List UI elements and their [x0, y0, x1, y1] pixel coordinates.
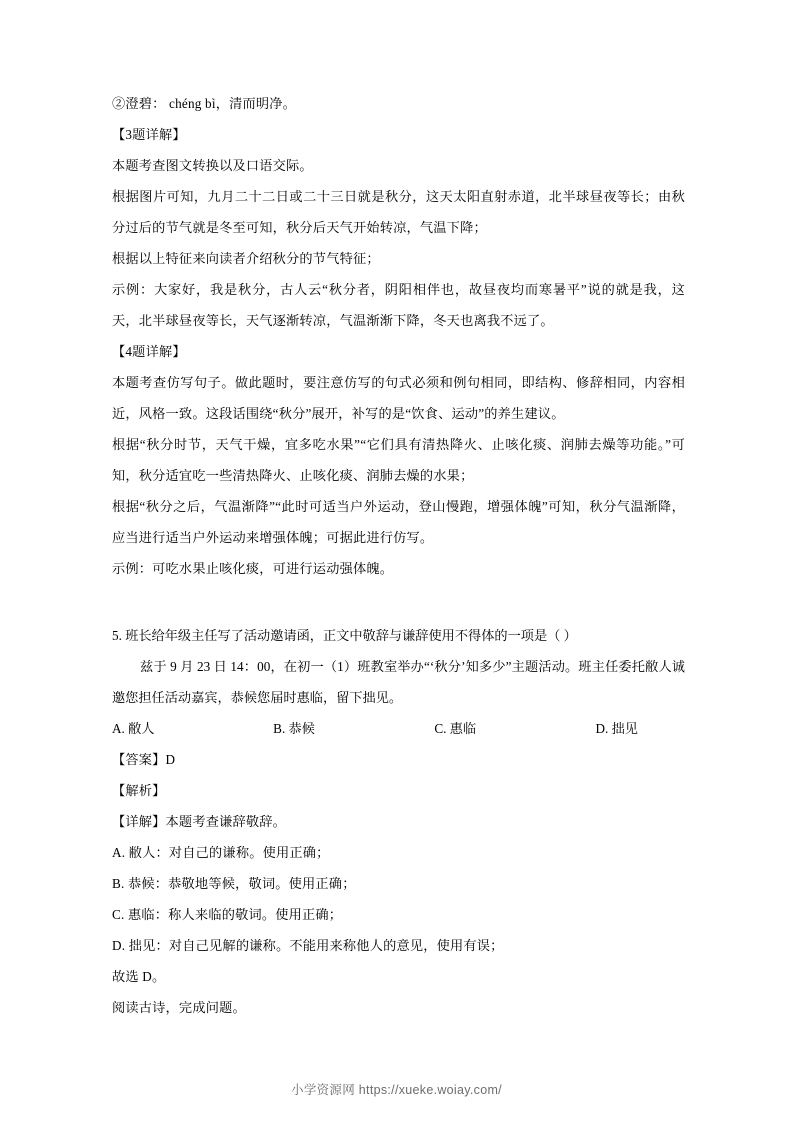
- heading-q4-detail: 【4题详解】: [112, 344, 186, 359]
- spacer-before-question5: [112, 584, 685, 620]
- footer-watermark: 小学资源网 https://xueke.woiay.com/: [291, 1083, 502, 1097]
- option-b-text: 恭候: [288, 721, 315, 736]
- paragraph-q3-point2: 根据以上特征来向读者介绍秋分的节气特征；: [112, 251, 380, 266]
- option-d[interactable]: [595, 713, 685, 744]
- option-d-text: 拙见: [611, 721, 638, 736]
- paragraph-q4-intro: 本题考查仿写句子。做此题时，要注意仿写的句式必须和例句相同，即结构、修辞相同，内容相近，风格一致。这段话围绕“秋分”展开，补写的是“饮食、运动”的养生建议。: [112, 375, 685, 421]
- paragraph-q4-point2: 根据“秋分之后，气温渐降”“此时可适当户外运动，登山慢跑，增强体魄”可知，秋分气温渐降，应当进行适当户外运动来增强体魄；可据此进行仿写。: [112, 499, 685, 545]
- question-5-options: [112, 713, 685, 744]
- question-5-stem: 5. 班长给年级主任写了活动邀请函，正文中敬辞与谦辞使用不得体的一项是（ ）: [112, 628, 577, 643]
- option-c-text: 惠临: [449, 721, 477, 736]
- question-5: [112, 620, 685, 1023]
- question-5-explanation-d: D. 拙见：对自己见解的谦称。不能用来称他人的意见，使用有误；: [112, 938, 504, 953]
- option-a[interactable]: [112, 713, 273, 744]
- option-b[interactable]: [273, 713, 434, 744]
- paragraph-q4-example: 示例：可吃水果止咳化痰，可进行运动强体魄。: [112, 561, 394, 576]
- question-5-passage: 兹于 9 月 23 日 14：00，在初一（1）班教室举办“‘秋分’知多少”主题活动。班主任委托敝人诚邀您担任活动嘉宾，恭候您届时惠临，留下拙见。: [112, 659, 685, 705]
- heading-q3-detail: 【3题详解】: [112, 127, 186, 142]
- option-b-key: B.: [273, 721, 286, 736]
- question-5-answer: 【答案】D: [112, 752, 176, 767]
- question-5-conclusion: 故选 D。: [112, 969, 166, 984]
- question-5-explanation-c: C. 惠临：称人来临的敬词。使用正确；: [112, 907, 343, 922]
- option-c-key: C.: [434, 721, 447, 736]
- option-c[interactable]: [434, 713, 595, 744]
- question-5-explanation-b: B. 恭候：恭敬地等候，敬词。使用正确；: [112, 876, 356, 891]
- paragraph-q3-example: 示例：大家好，我是秋分，古人云“秋分者，阴阳相伴也，故昼夜均而寒暑平”说的就是我，这天，北半球昼夜等长，天气逐渐转凉，气温渐渐下降，冬天也离我不远了。: [112, 282, 685, 328]
- option-a-key: A.: [112, 721, 125, 736]
- question-5-explanation-a: A. 敝人：对自己的谦称。使用正确；: [112, 845, 330, 860]
- paragraph-q4-point1: 根据“秋分时节，天气干燥，宜多吃水果”“它们具有清热降火、止咳化痰、润肺去燥等功能。”可知，秋分适宜吃一些清热降火、止咳化痰、润肺去燥的水果；: [112, 437, 685, 483]
- question-5-analysis-label: 【解析】: [112, 783, 166, 798]
- paragraph-q3-intro: 本题考查图文转换以及口语交际。: [112, 158, 313, 173]
- paragraph-q3-point1: 根据图片可知，九月二十二日或二十三日就是秋分，这天太阳直射赤道，北半球昼夜等长；由秋分过后的节气就是冬至可知，秋分后天气开始转凉，气温下降；: [112, 189, 685, 235]
- option-a-text: 敝人: [128, 721, 155, 736]
- option-d-key: D.: [595, 721, 609, 736]
- question-5-detail: 【详解】本题考查谦辞敬辞。: [112, 814, 287, 829]
- next-section-prompt: 阅读古诗，完成问题。: [112, 1000, 246, 1015]
- paragraph-pinyin-note: ②澄碧： chéng bì，清而明净。: [112, 96, 297, 111]
